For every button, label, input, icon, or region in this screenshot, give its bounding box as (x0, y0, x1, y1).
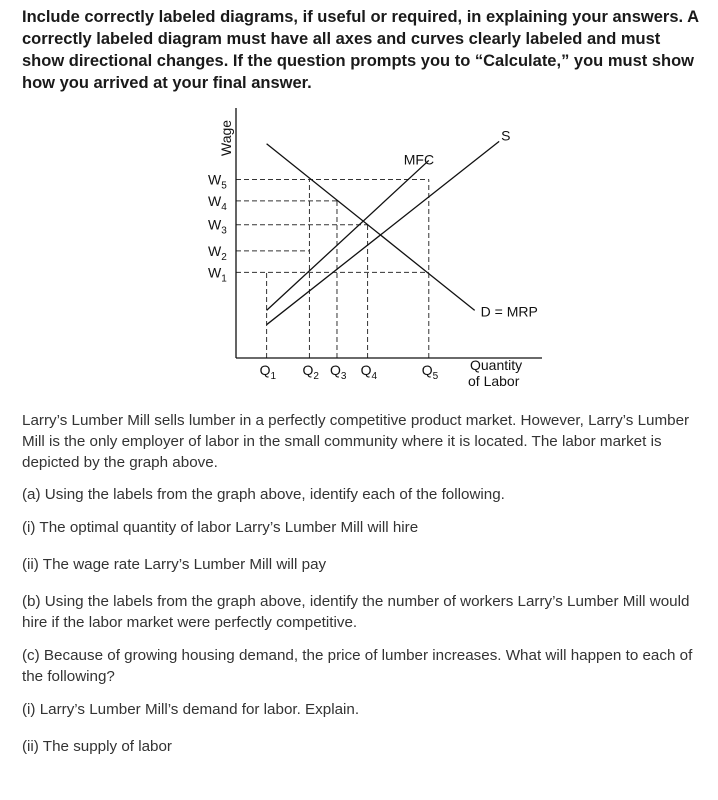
y-axis-label: Wage (218, 119, 234, 156)
y-tick-label: $W_5$ (208, 171, 227, 192)
question-c-ii: (ii) The supply of labor (22, 738, 172, 755)
question-a: (a) Using the labels from the graph above, identify each of the following. (22, 486, 505, 503)
supply-label: S (501, 127, 511, 144)
x-tick-label: $Q_1$ (259, 362, 277, 382)
y-tick-label: $W_3$ (208, 216, 227, 237)
graph-svg (0, 108, 718, 398)
question-c-i: (i) Larry’s Lumber Mill’s demand for labor. Explain. (22, 701, 360, 718)
mfc-label: MFC (403, 151, 435, 168)
y-tick-label: $W_2$ (208, 242, 227, 263)
x-tick-label: $Q_4$ (360, 362, 378, 382)
demand-mrp-curve (267, 144, 475, 311)
y-tick-label: $W_1$ (208, 264, 227, 285)
mfc-curve (267, 160, 429, 310)
question-a-ii: (ii) The wage rate Larry’s Lumber Mill will pay (22, 556, 327, 573)
x-tick-label: $Q_3$ (329, 362, 347, 382)
demand-mrp-label: D = MRP (480, 303, 538, 320)
instructions-text: Include correctly labeled diagrams, if useful or required, in explaining your answers. A correctly labeled diagram must have all axes and curves clearly labeled and must show directional changes. If the question prompts you to “Calculate,” you must show how you arrived at your final answer. (22, 8, 699, 92)
question-b: (b) Using the labels from the graph above, identify the number of workers Larry’s Lumber Mill would hire if the labor market were perfectly competitive. (22, 593, 690, 631)
intro-paragraph: Larry’s Lumber Mill sells lumber in a perfectly competitive product market. However, Larry’s Lumber Mill is the only employer of labor in the small community where it is located. The labor market is depicted by the graph above. (22, 412, 690, 471)
x-tick-label: $Q_2$ (302, 362, 319, 382)
question-c: (c) Because of growing housing demand, the price of lumber increases. What will happen to each of the following? (22, 647, 693, 685)
question-a-i: (i) The optimal quantity of labor Larry’s Lumber Mill will hire (22, 519, 419, 536)
supply-curve (267, 141, 500, 324)
x-tick-label: $Q_5$ (421, 362, 439, 382)
labor-market-graph (0, 108, 718, 398)
question-body (22, 410, 712, 773)
x-axis-label: Quantity of Labor (468, 357, 523, 389)
y-tick-label: $W_4$ (208, 192, 227, 213)
